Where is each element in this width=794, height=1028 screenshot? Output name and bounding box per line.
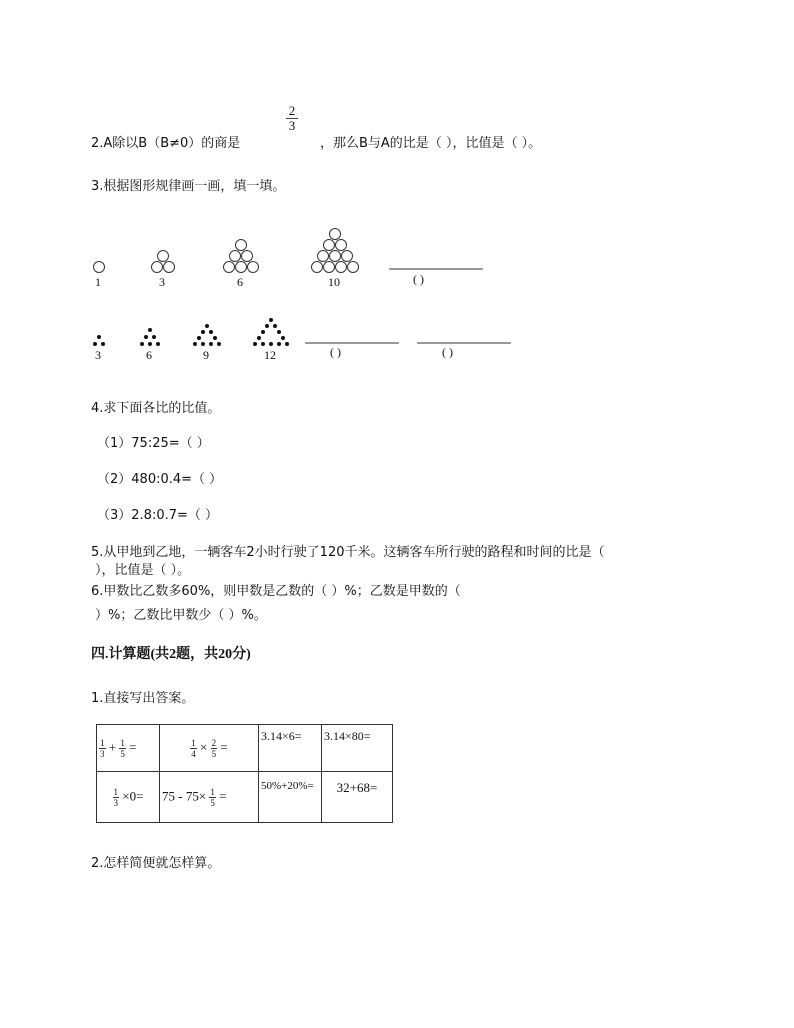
section-heading: 四.计算题(共2题，共20分) [91,647,251,662]
q6-line-1: 6.甲数比乙数多60%，则甲数是乙数的（ ）%；乙数是甲数的（ [91,584,461,599]
pattern-circle [248,262,259,273]
pattern-label: 12 [264,348,276,362]
answer-blank-parens: ( ) [442,345,453,359]
q4-item: （2）480:0.4=（ ） [97,472,223,487]
denominator: 3 [100,748,105,759]
expression-head: 75 - 75× [162,787,207,803]
pattern-dot [269,318,273,322]
q6-line-2: ）%；乙数比甲数少（ ）%。 [95,608,267,623]
pattern-dot [97,335,101,339]
pattern-circle [348,262,359,273]
pattern-dot [269,342,273,346]
pattern-dot [217,342,221,346]
pattern-dot [209,330,213,334]
pattern-circle [152,262,163,273]
q2-text-after: ，那么B与A的比是（ ），比值是（ ）。 [320,136,542,151]
equals-sign: = [219,787,227,803]
numerator: 1 [210,786,215,797]
answer-blank-parens: ( ) [330,345,341,359]
equals-sign: = [220,738,228,754]
pattern-label: 10 [328,275,340,289]
pattern-dot [261,342,265,346]
pattern-label: 3 [95,348,101,362]
pattern-circle [158,251,169,262]
table-cell [160,772,259,823]
pattern-circle [330,229,341,240]
q2-text-before: 2.A除以B（B≠0）的商是 [91,136,241,151]
pattern-dot [281,336,285,340]
pattern-circle [230,251,241,262]
pattern-dot [257,336,261,340]
fraction [211,738,218,759]
pattern-label: 3 [159,275,165,289]
pattern-dot [265,324,269,328]
denominator: 3 [113,797,119,808]
pattern-dot [201,342,205,346]
table-cell: 32+68= [322,772,393,823]
denominator: 4 [191,748,196,759]
pattern-dot [209,342,213,346]
pattern-dot [152,335,156,339]
pattern-circle [324,240,335,251]
pattern-dot [253,342,257,346]
q4-item: （3）2.8:0.7=（ ） [97,508,219,523]
pattern-dot [140,342,144,346]
pattern-circle [342,251,353,262]
answer-blank-parens: ( ) [413,272,424,286]
pattern-dot [144,335,148,339]
numerator: 1 [113,786,119,797]
pattern-dot [213,336,217,340]
pattern-dot [93,342,97,346]
pattern-dot [156,342,160,346]
q2-fraction-numerator: 2 [288,103,296,118]
pattern-dot [193,342,197,346]
numerator: 2 [211,737,217,748]
circle-pattern-row [94,229,359,273]
pattern-dot [285,342,289,346]
q4-question: 4.求下面各比的比值。 [91,401,221,416]
pattern-circle [330,251,341,262]
q5-line-1: 5.从甲地到乙地，一辆客车2小时行驶了120千米。这辆客车所行驶的路程和时间的比是（ [91,545,605,560]
fraction [113,787,120,808]
fraction [119,738,126,759]
table-cell [97,725,160,772]
numerator: 1 [120,737,125,748]
pattern-circle [318,251,329,262]
pattern-circle [336,240,347,251]
table-cell: 50%+20%= [259,772,322,823]
pattern-circle [236,262,247,273]
pattern-label: 9 [203,348,209,362]
q3-question: 3.根据图形规律画一画，填一填。 [91,179,286,194]
pattern-label: 6 [146,348,152,362]
operator: × [200,738,208,754]
fraction [190,738,197,759]
q2-fraction-denominator: 3 [288,118,296,133]
numerator: 1 [191,737,196,748]
pattern-dot [277,342,281,346]
pattern-circle [224,262,235,273]
pattern-circle [312,262,323,273]
pattern-dot [201,330,205,334]
pattern-label: 1 [95,275,101,289]
pattern-dot [101,342,105,346]
pattern-label: 6 [237,275,243,289]
q4-item: （1）75:25=（ ） [97,436,210,451]
q5-line-2: ），比值是（ ）。 [95,563,191,578]
calculation-table [96,724,393,823]
denominator: 5 [210,797,215,808]
pattern-circle [336,262,347,273]
table-row [97,725,393,772]
pattern-dot [261,330,265,334]
denominator: 5 [120,748,125,759]
pattern-dot [277,330,281,334]
table-cell: 3.14×6= [259,725,322,772]
pattern-circle [94,262,105,273]
calc2-title: 2.怎样简便就怎样算。 [91,856,221,871]
dot-pattern-row [93,318,289,346]
denominator: 5 [211,748,217,759]
pattern-circle [164,262,175,273]
table-cell [97,772,160,823]
expression-tail: ×0= [122,787,144,803]
pattern-circle [324,262,335,273]
pattern-circle [242,251,253,262]
fraction [209,787,216,808]
pattern-dot [197,336,201,340]
pattern-dot [273,324,277,328]
pattern-circle [236,240,247,251]
table-row [97,772,393,823]
calc1-title: 1.直接写出答案。 [91,691,195,706]
numerator: 1 [100,737,105,748]
pattern-dot [148,342,152,346]
operator: + [108,738,117,754]
pattern-dot [205,324,209,328]
fraction [99,738,106,759]
table-cell: 3.14×80= [322,725,393,772]
equals-sign: = [129,738,137,754]
table-cell [160,725,259,772]
pattern-dot [148,328,152,332]
